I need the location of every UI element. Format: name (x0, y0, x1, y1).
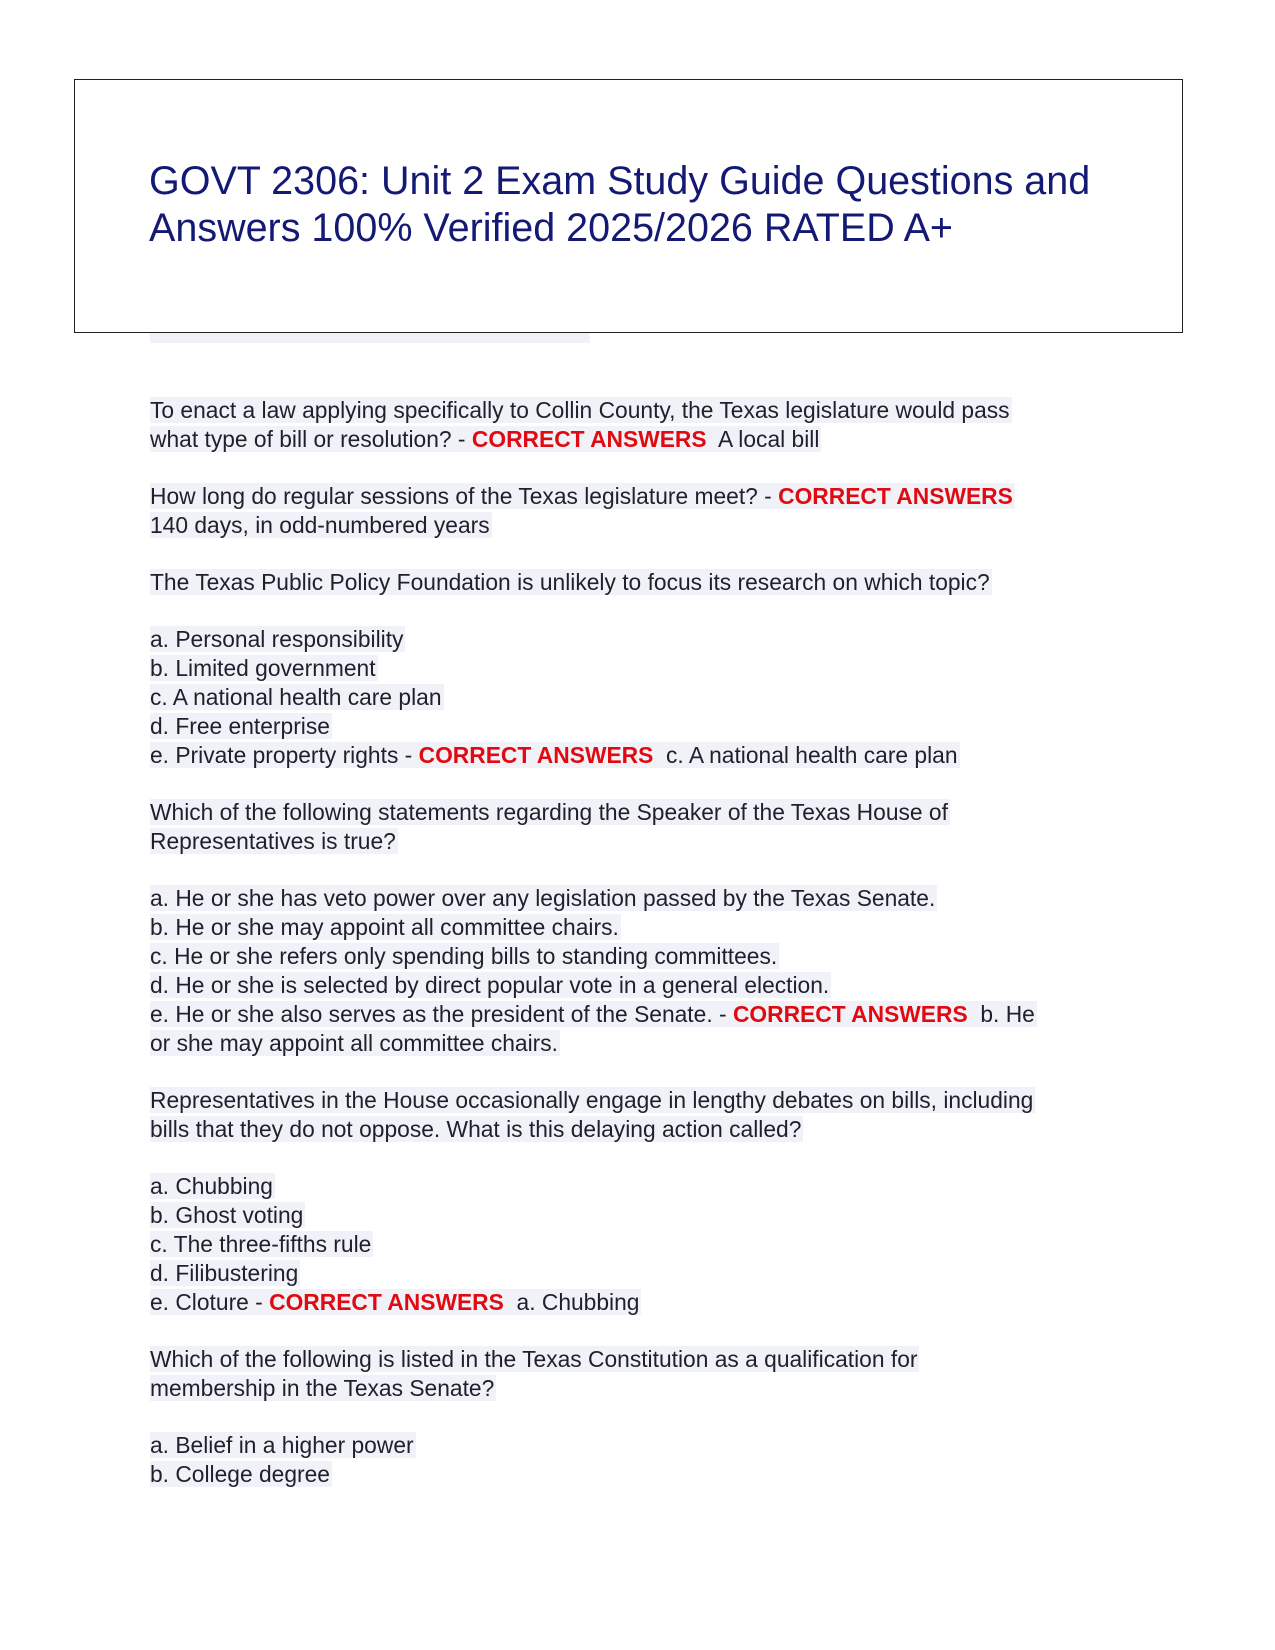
question-text: How long do regular sessions of the Texas legislature meet? - (150, 483, 772, 509)
option-c: c. The three-fifths rule (150, 1231, 372, 1257)
question-text: bills that they do not oppose. What is this delaying action called? (150, 1116, 802, 1142)
answer-text: A local bill (718, 426, 820, 452)
question-4 (150, 798, 1150, 1058)
title-box (74, 79, 1183, 333)
question-5 (150, 1086, 1150, 1317)
option-b: b. He or she may appoint all committee chairs. (150, 914, 619, 940)
question-6 (150, 1345, 1150, 1489)
answer-text: 140 days, in odd-numbered years (150, 512, 490, 538)
question-text: To enact a law applying specifically to Collin County, the Texas legislature would pass (150, 397, 1010, 423)
document-title: GOVT 2306: Unit 2 Exam Study Guide Questions and Answers 100% Verified 2025/2026 RATED A+ (149, 159, 1091, 250)
option-b: b. Limited government (150, 655, 376, 681)
option-b: b. College degree (150, 1461, 330, 1487)
question-2 (150, 482, 1150, 540)
document-body (150, 396, 1150, 1489)
answer-text: or she may appoint all committee chairs. (150, 1030, 558, 1056)
answer-label: CORRECT ANSWERS (778, 483, 1013, 509)
option-e: e. Private property rights - (150, 742, 413, 768)
option-d: d. He or she is selected by direct popular vote in a general election. (150, 972, 830, 998)
question-text: The Texas Public Policy Foundation is unlikely to focus its research on which topic? (150, 569, 990, 595)
hidden-text-strip (150, 333, 590, 343)
option-a: a. Belief in a higher power (150, 1432, 414, 1458)
answer-label: CORRECT ANSWERS (418, 742, 654, 768)
answer-text: b. He (980, 1001, 1035, 1027)
answer-label: CORRECT ANSWERS (471, 426, 707, 452)
option-c: c. A national health care plan (150, 684, 442, 710)
question-text: Representatives in the House occasionally engage in lengthy debates on bills, including (150, 1087, 1034, 1113)
option-d: d. Free enterprise (150, 713, 330, 739)
question-text: membership in the Texas Senate? (150, 1375, 495, 1401)
question-3 (150, 568, 1150, 770)
option-a: a. Chubbing (150, 1173, 273, 1199)
option-a: a. He or she has veto power over any legislation passed by the Texas Senate. (150, 885, 936, 911)
answer-text: a. Chubbing (516, 1289, 640, 1315)
option-a: a. Personal responsibility (150, 626, 404, 652)
option-d: d. Filibustering (150, 1260, 299, 1286)
answer-label: CORRECT ANSWERS (732, 1001, 968, 1027)
option-b: b. Ghost voting (150, 1202, 304, 1228)
question-text: Which of the following is listed in the Texas Constitution as a qualification for (150, 1346, 918, 1372)
answer-text: c. A national health care plan (666, 742, 958, 768)
option-c: c. He or she refers only spending bills to standing committees. (150, 943, 778, 969)
question-text: Which of the following statements regarding the Speaker of the Texas House of (150, 799, 948, 825)
answer-label: CORRECT ANSWERS (269, 1289, 504, 1315)
option-e: e. He or she also serves as the president of the Senate. - (150, 1001, 727, 1027)
question-1 (150, 396, 1150, 454)
question-text: Representatives is true? (150, 828, 396, 854)
question-text: what type of bill or resolution? - (150, 426, 466, 452)
option-e: e. Cloture - (150, 1289, 263, 1315)
